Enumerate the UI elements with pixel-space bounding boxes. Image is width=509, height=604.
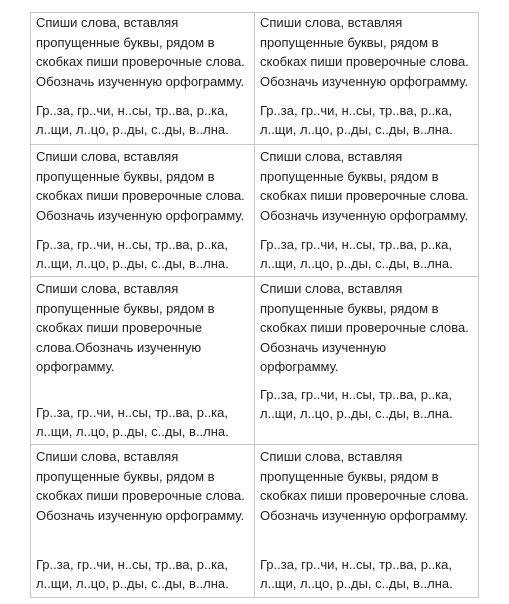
card-1 bbox=[31, 13, 255, 145]
card-7 bbox=[31, 445, 255, 598]
card-word-list: Гр..за, гр..чи, н..сы, тр..ва, р..ка, л..щи, л..цо, р..ды, с..ды, в..лна. bbox=[36, 405, 229, 439]
card-word-list: Гр..за, гр..чи, н..сы, тр..ва, р..ка, л..щи, л..цо, р..ды, с..ды, в..лна. bbox=[260, 557, 453, 591]
card-instruction: Спиши слова, вставляя пропущенные буквы, рядом в скобках пиши проверочные слова. Обозначь изученную орфограмму. bbox=[36, 15, 245, 89]
card-word-list: Гр..за, гр..чи, н..сы, тр..ва, р..ка, л..щи, л..цо, р..ды, с..ды, в..лна. bbox=[36, 557, 229, 591]
card-instruction: Спиши слова, вставляя пропущенные буквы, рядом в скобках пиши проверочные слова. Обозначь изученную орфограмму. bbox=[36, 149, 245, 223]
card-5 bbox=[31, 277, 255, 445]
card-8 bbox=[255, 445, 479, 598]
card-word-list: Гр..за, гр..чи, н..сы, тр..ва, р..ка, л..щи, л..цо, р..ды, с..ды, в..лна. bbox=[260, 103, 453, 137]
card-instruction: Спиши слова, вставляя пропущенные буквы, рядом в скобках пиши проверочные слова. Обозначь изученную орфограмму. bbox=[36, 449, 245, 523]
card-word-list: Гр..за, гр..чи, н..сы, тр..ва, р..ка, л..щи, л..цо, р..ды, с..ды, в..лна. bbox=[260, 387, 453, 421]
card-instruction: Спиши слова, вставляя пропущенные буквы, рядом в скобках пиши проверочные слова.Обозначь изученную орфограмму. bbox=[36, 281, 215, 374]
worksheet-cards-table bbox=[30, 12, 479, 598]
card-6 bbox=[255, 277, 479, 445]
card-4 bbox=[255, 145, 479, 277]
card-instruction: Спиши слова, вставляя пропущенные буквы, рядом в скобках пиши проверочные слова. Обозначь изученную орфограмму. bbox=[260, 281, 469, 374]
card-instruction: Спиши слова, вставляя пропущенные буквы, рядом в скобках пиши проверочные слова. Обозначь изученную орфограмму. bbox=[260, 149, 469, 223]
card-2 bbox=[255, 13, 479, 145]
card-word-list: Гр..за, гр..чи, н..сы, тр..ва, р..ка, л..щи, л..цо, р..ды, с..ды, в..лна. bbox=[36, 237, 229, 271]
card-3 bbox=[31, 145, 255, 277]
card-word-list: Гр..за, гр..чи, н..сы, тр..ва, р..ка, л..щи, л..цо, р..ды, с..ды, в..лна. bbox=[36, 103, 229, 137]
card-instruction: Спиши слова, вставляя пропущенные буквы, рядом в скобках пиши проверочные слова. Обозначь изученную орфограмму. bbox=[260, 449, 469, 523]
card-word-list: Гр..за, гр..чи, н..сы, тр..ва, р..ка, л..щи, л..цо, р..ды, с..ды, в..лна. bbox=[260, 237, 453, 271]
card-instruction: Спиши слова, вставляя пропущенные буквы, рядом в скобках пиши проверочные слова. Обозначь изученную орфограмму. bbox=[260, 15, 469, 89]
